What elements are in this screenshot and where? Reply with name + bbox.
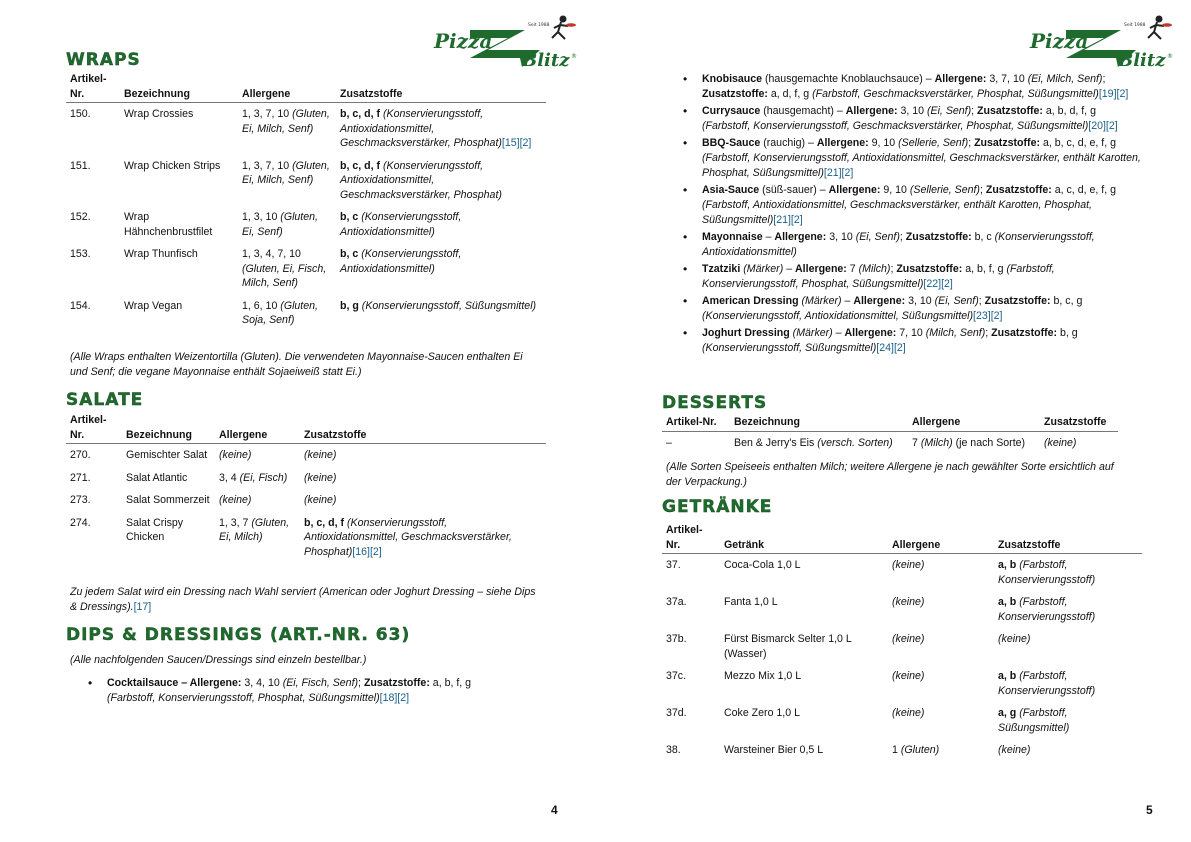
table-header-row [66, 72, 546, 103]
article-number: 37. [666, 559, 681, 571]
table-cell [720, 665, 888, 702]
allergen-codes: 3, 4 [219, 471, 237, 484]
item-name: Salat Sommerzeit [126, 494, 210, 506]
additive-names: (Konservierungsstoff, Antioxidationsmittel) [340, 211, 462, 238]
additive-codes: a, c, d, e, f, g [1054, 184, 1116, 196]
label: Zusatzstoffe: [896, 263, 963, 275]
item-name: Mezzo Mix 1,0 L [724, 670, 802, 682]
label: Zusatzstoffe: [991, 327, 1058, 339]
column-header: Bezeichnung [122, 413, 215, 444]
additive-names: (Farbstoff, Konservierungsstoff) [998, 596, 1096, 623]
table-cell [994, 702, 1142, 739]
column-header: Allergene [238, 72, 336, 103]
getraenke-heading: GETRÄNKE [662, 497, 773, 517]
additive-names: (Farbstoff, Konservierungsstoff, Geschmacksverstärker, Phosphat, Süßungsmittel) [702, 120, 1089, 132]
item-name: Gemischter Salat [126, 449, 208, 461]
sauce-description: (Märker) [743, 263, 784, 275]
additive-names: (Konservierungsstoff, Süßungsmittel) [702, 342, 877, 354]
additive-codes: a, b, f, g [965, 263, 1004, 275]
sauce-name: Knobisauce [702, 73, 763, 85]
table-cell [120, 103, 238, 155]
additive-names: (Konservierungsstoff, Antioxidationsmittel) [702, 231, 1095, 258]
column-header: Bezeichnung [120, 72, 238, 103]
table-cell [994, 739, 1142, 762]
table-cell [215, 512, 300, 564]
list-item: • BBQ-Sauce (rauchig) – Allergene: 9, 10 (Sellerie, Senf); Zusatzstoffe: a, b, c, d, e, f, g (Farbstoff, Konservierungsstoff, Antioxidationsmittel, Geschmacksverstärker, enthält Karotten, Phosphat, Süßungsmittel)[21][2] [702, 136, 1142, 181]
allergen-names: (keine) [219, 494, 252, 506]
additive-names: (Farbstoff, Konservierungsstoff) [998, 559, 1096, 586]
table-row [662, 554, 1142, 592]
table-cell [300, 489, 546, 512]
table-cell [336, 295, 546, 332]
allergen-names: (Gluten, Ei, Senf) [242, 211, 318, 238]
table-row [662, 431, 1118, 454]
label: Allergene: [853, 295, 906, 307]
list-item: • Currysauce (hausgemacht) – Allergene: 3, 10 (Ei, Senf); Zusatzstoffe: a, b, d, f, g (Farbstoff, Konservierungsstoff, Geschmacksverstärker, Phosphat, Süßungsmittel)[20][2] [702, 104, 1142, 134]
table-cell [662, 591, 720, 628]
additive-names: (keine) [1044, 436, 1077, 449]
additive-names: (Konservierungsstoff, Antioxidationsmittel) [340, 248, 462, 275]
svg-text:Blitz: Blitz [1118, 50, 1166, 71]
table-cell [238, 206, 336, 243]
column-header: Zusatzstoffe [994, 523, 1142, 554]
allergen-names: (Gluten, Ei, Milch, Senf) [242, 108, 330, 135]
sauce-description: (süß-sauer) [762, 184, 817, 196]
pizza-blitz-logo [430, 12, 580, 72]
allergen-names: (Gluten, Soja, Senf) [242, 299, 318, 326]
table-row [662, 739, 1142, 762]
table-header-row [662, 523, 1142, 554]
table-cell [1040, 431, 1118, 454]
footnote-link[interactable]: [16][2] [352, 545, 382, 558]
additive-names: (Konservierungsstoff, Antioxidationsmittel, Geschmacksverstärker, Phosphat) [340, 159, 502, 201]
article-number: 152. [70, 211, 91, 223]
salate-heading: SALATE [66, 390, 144, 410]
sauce-description: (hausgemachte Knoblauchsauce) [765, 73, 923, 85]
allergen-names: (Milch) [858, 263, 891, 275]
table-cell [888, 739, 994, 762]
item-name: Fürst Bismarck Selter 1,0 L (Wasser) [724, 633, 852, 660]
footnote-link[interactable]: [23][2] [973, 310, 1003, 322]
column-header: Getränk [720, 523, 888, 554]
article-number: 37b. [666, 633, 687, 645]
table-cell [238, 103, 336, 155]
allergen-codes: 3, 7, 10 [989, 73, 1025, 85]
table-cell [888, 591, 994, 628]
item-name: Salat Crispy Chicken [126, 516, 184, 543]
column-header: Artikel-Nr. [662, 523, 720, 554]
additive-names: (keine) [304, 471, 337, 484]
page-number: 4 [551, 803, 558, 817]
allergen-codes: 1, 3, 7 [219, 516, 249, 529]
label: Allergene: [845, 105, 898, 117]
additive-names: (Farbstoff, Geschmacksverstärker, Phosphat, Süßungsmittel) [812, 88, 1099, 100]
allergen-codes: 1, 3, 10 [242, 211, 278, 223]
additive-codes: b, g [1060, 327, 1078, 339]
table-cell [120, 155, 238, 207]
article-number: 37a. [666, 596, 687, 608]
additive-codes: a, b [998, 670, 1017, 682]
label: Allergene: [816, 137, 869, 149]
article-number: 271. [70, 471, 91, 484]
table-cell [662, 739, 720, 762]
sauce-name: Mayonnaise [702, 231, 763, 243]
footnote-link[interactable]: [19][2] [1098, 88, 1129, 100]
additive-codes: b, c, g [1053, 295, 1083, 307]
label: Zusatzstoffe: [985, 184, 1052, 196]
footnote-link[interactable]: [15][2] [501, 137, 532, 149]
list-item: • Knobisauce (hausgemachte Knoblauchsauce) – Allergene: 3, 7, 10 (Ei, Milch, Senf); Zusatzstoffe: a, d, f, g (Farbstoff, Geschmacksverstärker, Phosphat, Süßungsmittel)[19][2] [702, 72, 1142, 102]
allergen-codes: 1, 3, 7, 10 [242, 108, 290, 120]
table-cell [66, 489, 122, 512]
table-cell [336, 103, 546, 155]
dips-list-page5 [702, 72, 1142, 358]
table-cell [120, 206, 238, 243]
allergen-tail: (je nach Sorte) [955, 436, 1026, 449]
item-name: Wrap Chicken Strips [124, 159, 221, 172]
table-cell [215, 467, 300, 490]
column-header: Zusatzstoffe [336, 72, 546, 103]
table-cell [238, 243, 336, 295]
sauce-description: (rauchig) [763, 137, 806, 149]
table-cell [66, 295, 120, 332]
table-cell [994, 628, 1142, 665]
allergen-names: (keine) [892, 633, 925, 645]
table-cell [720, 591, 888, 628]
table-cell [300, 444, 546, 467]
label: Allergene: [795, 263, 847, 275]
table-cell [66, 103, 120, 155]
sauce-description: (Märker) [792, 327, 833, 339]
additive-names: (keine) [998, 633, 1031, 645]
label: Zusatzstoffe: [984, 295, 1051, 307]
label: Zusatzstoffe: [977, 105, 1043, 117]
column-header: Zusatzstoffe [1040, 415, 1118, 431]
dips-list-page4 [107, 676, 517, 708]
table-cell [336, 243, 546, 295]
desserts-note: (Alle Sorten Speiseeis enthalten Milch; weitere Allergene je nach gewählter Sorte ersichtlich auf der Verpackung.) [666, 461, 1114, 488]
allergen-names: (Ei, Milch, Senf) [1027, 73, 1103, 85]
svg-text:Seit 1988: Seit 1988 [1124, 23, 1146, 28]
additive-names: (Konservierungsstoff, Antioxidationsmittel, Süßungsmittel) [702, 310, 974, 322]
column-header: Zusatzstoffe [300, 413, 546, 444]
sauce-description: (Märker) [801, 295, 842, 307]
salate-table [66, 413, 546, 563]
sauce-name: BBQ-Sauce [702, 137, 761, 149]
additive-names: (Farbstoff, Süßungsmittel) [998, 707, 1070, 734]
allergen-names: (Gluten, Ei, Fisch, Milch, Senf) [242, 262, 327, 289]
sauce-name: Tzatziki [702, 263, 741, 275]
list-item: • Joghurt Dressing (Märker) – Allergene: 7, 10 (Milch, Senf); Zusatzstoffe: b, g (Konservierungsstoff, Süßungsmittel)[24][2] [702, 326, 1142, 356]
item-name: Coke Zero 1,0 L [724, 707, 800, 719]
allergen-codes: 9, 10 [883, 184, 907, 196]
allergen-names: (keine) [892, 596, 925, 608]
table-row [66, 295, 546, 332]
svg-text:®: ® [571, 53, 577, 60]
allergen-codes: 1, 3, 7, 10 [242, 159, 290, 172]
sauce-description: (hausgemacht) [763, 105, 834, 117]
allergen-names: (keine) [219, 449, 252, 461]
allergen-names: (Ei, Senf) [926, 105, 972, 117]
table-header-row [66, 413, 546, 444]
wraps-heading: WRAPS [66, 50, 141, 70]
table-row [66, 103, 546, 155]
article-number: 37d. [666, 707, 687, 719]
article-number: 154. [70, 299, 91, 312]
footnote-link[interactable]: [22][2] [923, 278, 953, 290]
list-item: • American Dressing (Märker) – Allergene: 3, 10 (Ei, Senf); Zusatzstoffe: b, c, g (Konservierungsstoff, Antioxidationsmittel, Süßungsmittel)[23][2] [702, 294, 1142, 324]
table-cell [122, 467, 215, 490]
additive-codes: a, b [998, 596, 1017, 608]
label: Allergene: [934, 73, 987, 85]
allergen-codes: 3, 10 [908, 295, 932, 307]
sauce-name: Joghurt Dressing [702, 327, 790, 339]
allergen-names: (keine) [892, 707, 925, 719]
item-name: Wrap Thunfisch [124, 248, 198, 260]
column-header: Artikel-Nr. [662, 415, 730, 431]
salate-note [70, 585, 540, 615]
additive-codes: a, b [998, 559, 1017, 571]
table-cell [662, 431, 730, 454]
table-row [66, 206, 546, 243]
label: Allergene: [774, 231, 827, 243]
svg-text:Seit 1988: Seit 1988 [528, 23, 550, 28]
allergen-codes: 7, 10 [899, 327, 923, 339]
additive-names: (keine) [998, 744, 1031, 756]
table-cell [122, 444, 215, 467]
allergen-codes: 7 [849, 263, 856, 275]
article-number: 270. [70, 449, 91, 461]
table-cell [994, 554, 1142, 592]
item-name: Coca-Cola 1,0 L [724, 559, 801, 571]
article-number: 273. [70, 494, 91, 506]
table-cell [994, 665, 1142, 702]
additive-codes: b, c [974, 231, 992, 243]
item-name: Ben & Jerry's Eis [734, 436, 815, 449]
page-5 [596, 0, 1191, 842]
article-number: – [666, 436, 672, 449]
column-header: Artikel-Nr. [66, 72, 120, 103]
item-name-note: (versch. Sorten) [817, 436, 893, 449]
label: Allergene: [828, 184, 881, 196]
item-name: Wrap Crossies [124, 108, 194, 120]
table-cell [120, 243, 238, 295]
footnote-link[interactable]: [21][2] [823, 167, 854, 179]
dips-heading: DIPS & DRESSINGS (ART.-NR. 63) [66, 625, 411, 645]
table-cell [66, 206, 120, 243]
item-name: Salat Atlantic [126, 471, 188, 484]
table-cell [66, 467, 122, 490]
article-number: 150. [70, 108, 91, 120]
pizza-blitz-logo [1026, 12, 1176, 72]
additive-codes: b, c [340, 248, 359, 260]
table-header-row [662, 415, 1118, 431]
table-cell [215, 489, 300, 512]
svg-text:Pizza: Pizza [434, 29, 493, 53]
table-cell [66, 155, 120, 207]
table-cell [122, 512, 215, 564]
table-cell [720, 628, 888, 665]
additive-codes: b, c [340, 211, 359, 223]
svg-text:®: ® [1167, 53, 1173, 60]
additive-names: (Konservierungsstoff, Antioxidationsmittel, Geschmacksverstärker, Phosphat) [340, 108, 502, 149]
table-cell [908, 431, 1040, 454]
allergen-codes: 9, 10 [871, 137, 896, 149]
table-row [662, 702, 1142, 739]
footnote-link[interactable]: [17] [133, 601, 152, 613]
getraenke-table [662, 523, 1142, 762]
table-cell [300, 467, 546, 490]
table-cell [730, 431, 908, 454]
additive-codes: a, g [998, 707, 1017, 719]
allergen-codes: 3, 10 [900, 105, 925, 117]
table-cell [662, 665, 720, 702]
item-name: Wrap Hähnchenbrustfilet [124, 211, 213, 238]
allergen-codes: 1 [892, 744, 898, 756]
table-cell [66, 512, 122, 564]
desserts-table [662, 415, 1118, 454]
column-header: Artikel-Nr. [66, 413, 122, 444]
article-number: 274. [70, 516, 91, 529]
list-item: • Tzatziki (Märker) – Allergene: 7 (Milch); Zusatzstoffe: a, b, f, g (Farbstoff, Konservierungsstoff, Phosphat, Süßungsmittel)[22][2] [702, 262, 1142, 292]
page-4 [0, 0, 595, 842]
additive-names: (keine) [304, 449, 337, 461]
table-cell [720, 739, 888, 762]
allergen-names: (Gluten) [900, 744, 940, 756]
article-number: 38. [666, 744, 681, 756]
table-cell [215, 444, 300, 467]
article-number: 37c. [666, 670, 687, 682]
table-cell [66, 444, 122, 467]
table-cell [336, 155, 546, 207]
allergen-names: (Milch, Senf) [925, 327, 986, 339]
allergen-codes: 1, 3, 4, 7, 10 [242, 248, 301, 260]
allergen-codes: 1, 6, 10 [242, 299, 278, 312]
additive-codes: b, c, d, f [340, 108, 381, 120]
item-name: Wrap Vegan [124, 299, 183, 312]
table-row [662, 628, 1142, 665]
allergen-names: (keine) [892, 559, 925, 571]
sauce-name: Asia-Sauce [702, 184, 760, 196]
additive-codes: a, b, c, d, e, f, g [1042, 137, 1116, 149]
wraps-note: (Alle Wraps enthalten Weizentortilla (Gluten). Die verwendeten Mayonnaise-Saucen enthalten Ei und Senf; die vegane Mayonnaise enthält Sojaeiweiß statt Ei.) [70, 351, 523, 378]
item-name: Warsteiner Bier 0,5 L [724, 744, 824, 756]
table-row [66, 155, 546, 207]
label: Allergene: [844, 327, 897, 339]
allergen-names: (Gluten, Ei, Milch) [219, 516, 290, 543]
svg-text:Pizza: Pizza [1030, 29, 1089, 53]
footnote-link[interactable]: [24][2] [876, 342, 906, 354]
allergen-codes: 7 [912, 436, 918, 449]
allergen-names: (keine) [892, 670, 925, 682]
table-row [66, 444, 546, 467]
footnote-link[interactable]: [18][2] [379, 692, 410, 704]
additive-codes: a, d, f, g [770, 88, 810, 100]
allergen-codes: 3, 10 [829, 231, 853, 243]
table-cell [662, 554, 720, 592]
article-number: 153. [70, 248, 91, 260]
allergen-names: (Sellerie, Senf) [909, 184, 980, 196]
table-cell [888, 702, 994, 739]
table-cell [66, 243, 120, 295]
table-cell [720, 702, 888, 739]
desserts-heading: DESSERTS [662, 393, 768, 413]
page-number: 5 [1146, 803, 1153, 817]
allergen-names: (Ei, Senf) [934, 295, 979, 307]
additive-codes: b, c, d, f [304, 516, 345, 529]
dips-note: (Alle nachfolgenden Saucen/Dressings sind einzeln bestellbar.) [70, 654, 367, 666]
label: Zusatzstoffe: [974, 137, 1040, 149]
column-header: Bezeichnung [730, 415, 908, 431]
column-header: Allergene [908, 415, 1040, 431]
salate-note-text: Zu jedem Salat wird ein Dressing nach Wahl serviert (American oder Joghurt Dressing – siehe Dips & Dressings). [70, 586, 536, 613]
sauce-name: Currysauce [702, 105, 761, 117]
footnote-link[interactable]: [20][2] [1088, 120, 1118, 132]
table-row [662, 591, 1142, 628]
table-cell [336, 206, 546, 243]
additive-codes: b, c, d, f [340, 159, 381, 172]
label: Zusatzstoffe: [905, 231, 972, 243]
table-cell [888, 665, 994, 702]
additive-codes: a, b, d, f, g [1045, 105, 1096, 117]
allergen-names: (Ei, Fisch) [239, 471, 288, 484]
sauce-name: American Dressing [702, 295, 799, 307]
additive-names: (Farbstoff, Konservierungsstoff, Phosphat, Süßungsmittel) [702, 263, 1055, 290]
additive-names: (Farbstoff, Antioxidationsmittel, Geschmacksverstärker, enthält Karotten, Phosphat, Süßungsmittel) [702, 199, 1092, 226]
list-item: • Mayonnaise – Allergene: 3, 10 (Ei, Senf); Zusatzstoffe: b, c (Konservierungsstoff, Antioxidationsmittel) [702, 230, 1142, 260]
item-name: Fanta 1,0 L [724, 596, 778, 608]
additive-names: (Konservierungsstoff, Antioxidationsmittel, Geschmacksverstärker, Phosphat) [304, 516, 512, 558]
additive-names: (Konservierungsstoff, Süßungsmittel) [361, 299, 537, 312]
column-header: Allergene [888, 523, 994, 554]
list-item: • Cocktailsauce – Allergene: 3, 4, 10 (Ei, Fisch, Senf); Zusatzstoffe: a, b, f, g (Farbstoff, Konservierungsstoff, Phosphat, Süßungsmittel)[18][2] [107, 676, 517, 706]
table-cell [888, 628, 994, 665]
article-number: 151. [70, 159, 91, 172]
table-cell [720, 554, 888, 592]
svg-text:Blitz: Blitz [522, 50, 570, 71]
table-cell [662, 702, 720, 739]
table-row [66, 512, 546, 564]
additive-names: (Farbstoff, Konservierungsstoff) [998, 670, 1096, 697]
additive-codes: b, g [340, 299, 359, 312]
additive-names: (Farbstoff, Konservierungsstoff, Antioxidationsmittel, Geschmacksverstärker, enthält Karotten, Phosphat, Süßungsmittel) [702, 152, 1141, 179]
table-cell [994, 591, 1142, 628]
table-row [66, 489, 546, 512]
allergen-names: (Milch) [920, 436, 953, 449]
allergen-names: (Ei, Senf) [855, 231, 900, 243]
label: Zusatzstoffe: [702, 88, 768, 100]
column-header: Allergene [215, 413, 300, 444]
additive-names: (keine) [304, 494, 337, 506]
allergen-names: (Gluten, Ei, Milch, Senf) [242, 159, 330, 186]
table-cell [888, 554, 994, 592]
table-row [662, 665, 1142, 702]
table-row [66, 243, 546, 295]
list-item: • Asia-Sauce (süß-sauer) – Allergene: 9, 10 (Sellerie, Senf); Zusatzstoffe: a, c, d, e, f, g (Farbstoff, Antioxidationsmittel, Geschmacksverstärker, enthält Karotten, Phosphat, Süßungsmittel)[21][2] [702, 183, 1142, 228]
table-cell [300, 512, 546, 564]
table-cell [238, 155, 336, 207]
table-cell [662, 628, 720, 665]
allergen-names: (Sellerie, Senf) [898, 137, 969, 149]
table-cell [122, 489, 215, 512]
wraps-table [66, 72, 546, 332]
table-cell [120, 295, 238, 332]
table-cell [238, 295, 336, 332]
footnote-link[interactable]: [21][2] [773, 214, 803, 226]
table-row [66, 467, 546, 490]
